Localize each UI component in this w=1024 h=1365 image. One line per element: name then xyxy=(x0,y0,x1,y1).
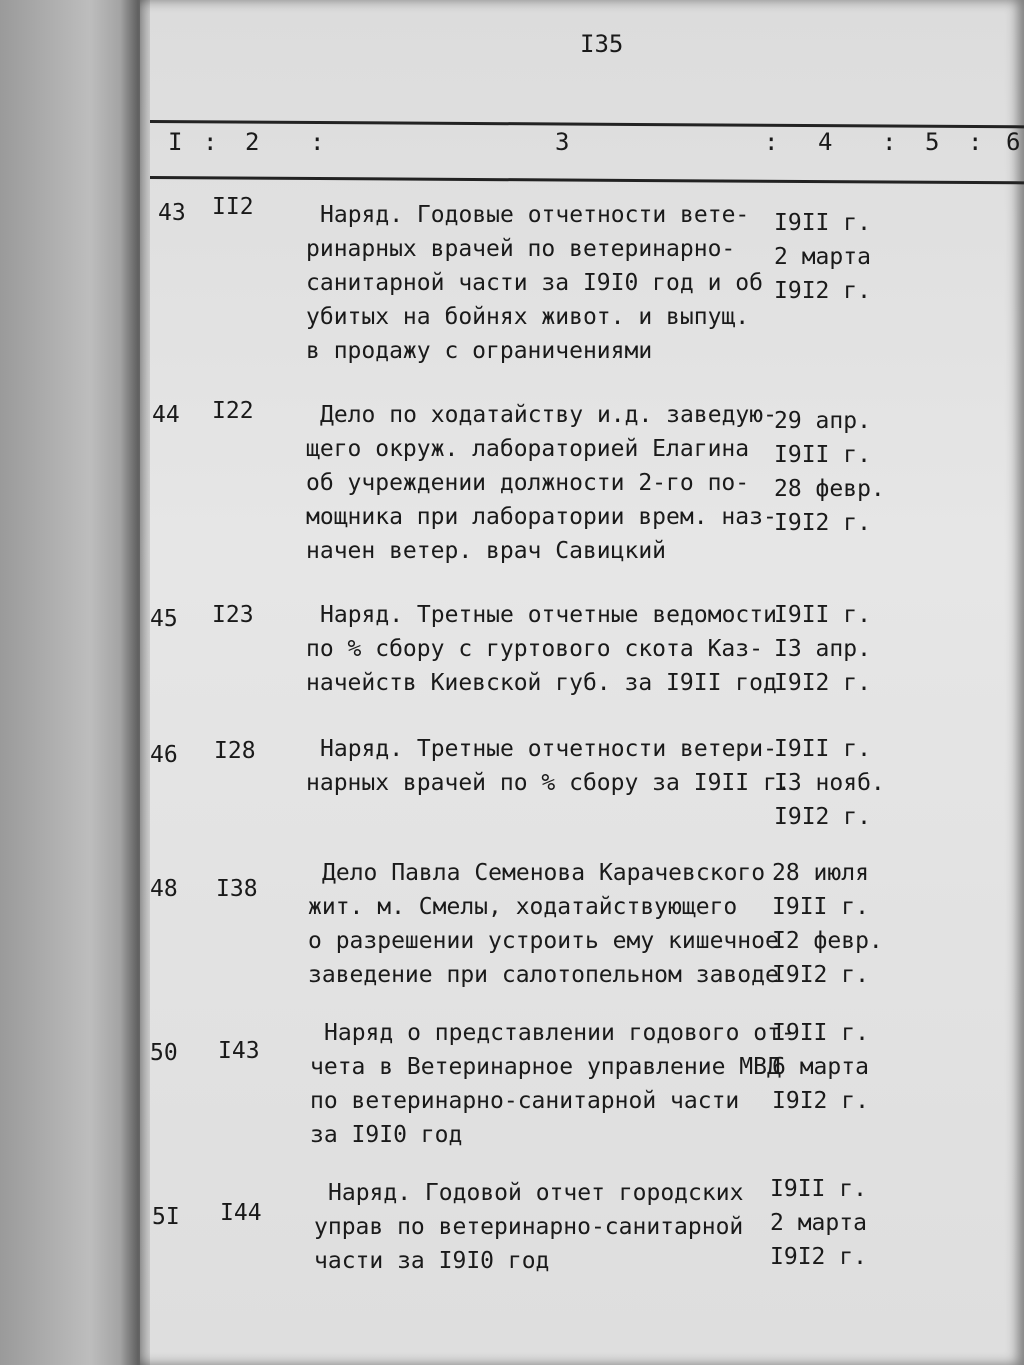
row-text-line: части за I9I0 год xyxy=(314,1248,550,1274)
row-text-line: жит. м. Смелы, ходатайствующего xyxy=(308,894,738,920)
header-col-5: 5 xyxy=(925,128,940,156)
row-number: 44 xyxy=(152,402,180,428)
row-text-line: об учреждении должности 2-го по- xyxy=(306,470,750,496)
row-text-line: управ по ветеринарно-санитарной xyxy=(314,1214,744,1240)
row-text-line: щего окруж. лабораторией Елагина xyxy=(306,436,750,462)
row-text-line: нарных врачей по % сбору за I9II г. xyxy=(306,770,791,796)
row-text-line: Наряд. Годовые отчетности вете- xyxy=(320,202,750,228)
book-spine-shadow xyxy=(120,0,150,1365)
row-file-id: I43 xyxy=(218,1038,260,1064)
row-text-line: по % сбору с гуртового скота Каз- xyxy=(306,636,763,662)
row-date-line: I3 апр. xyxy=(774,636,871,662)
row-text-line: Наряд. Третные отчетности ветери- xyxy=(320,736,777,762)
row-number: 43 xyxy=(158,200,186,226)
row-date-line: I9I2 г. xyxy=(774,278,871,304)
row-text-line: заведение при салотопельном заводе xyxy=(308,962,779,988)
row-date-line: I9I2 г. xyxy=(774,510,871,536)
row-date-line: I9II г. xyxy=(774,736,871,762)
row-file-id: II2 xyxy=(212,194,254,220)
row-file-id: I38 xyxy=(216,876,258,902)
header-col-2: 2 xyxy=(245,128,260,156)
row-date-line: I3 нояб. xyxy=(774,770,885,796)
row-text-line: Наряд. Годовой отчет городских xyxy=(328,1180,744,1206)
row-date-line: 28 июля xyxy=(772,860,869,886)
header-separator: : xyxy=(882,128,897,156)
row-date-line: I2 февр. xyxy=(772,928,883,954)
row-date-line: I9I2 г. xyxy=(774,670,871,696)
header-col-1: I xyxy=(168,128,183,156)
row-text-line: чета в Ветеринарное управление МВД xyxy=(310,1054,781,1080)
row-number: 45 xyxy=(150,606,178,632)
row-text-line: санитарной части за I9I0 год и об xyxy=(306,270,763,296)
row-file-id: I22 xyxy=(212,398,254,424)
row-date-line: I9II г. xyxy=(774,210,871,236)
row-date-line: I9II г. xyxy=(772,894,869,920)
header-separator: : xyxy=(764,128,779,156)
header-separator: : xyxy=(310,128,325,156)
row-date-line: I9I2 г. xyxy=(770,1244,867,1270)
header-col-3: 3 xyxy=(555,128,570,156)
row-text-line: начейств Киевской губ. за I9II год xyxy=(306,670,777,696)
row-date-line: I9I2 г. xyxy=(772,962,869,988)
row-date-line: I9II г. xyxy=(774,602,871,628)
row-date-line: I9II г. xyxy=(772,1020,869,1046)
header-col-4: 4 xyxy=(818,128,833,156)
row-file-id: I23 xyxy=(212,602,254,628)
row-number: 5I xyxy=(152,1204,180,1230)
row-text-line: мощника при лаборатории врем. наз- xyxy=(306,504,777,530)
row-date-line: 2 марта xyxy=(770,1210,867,1236)
row-date-line: 6 марта xyxy=(772,1054,869,1080)
row-date-line: I9I2 г. xyxy=(774,804,871,830)
row-date-line: 28 февр. xyxy=(774,476,885,502)
row-number: 46 xyxy=(150,742,178,768)
row-text-line: по ветеринарно-санитарной части xyxy=(310,1088,740,1114)
row-date-line: I9II г. xyxy=(770,1176,867,1202)
header-col-6: 6 xyxy=(1006,128,1021,156)
row-text-line: начен ветер. врач Савицкий xyxy=(306,538,667,564)
page-number: I35 xyxy=(580,30,624,58)
header-separator: : xyxy=(203,128,218,156)
header-separator: : xyxy=(968,128,983,156)
row-text-line: за I9I0 год xyxy=(310,1122,463,1148)
row-date-line: 2 марта xyxy=(774,244,871,270)
row-number: 48 xyxy=(150,876,178,902)
row-number: 50 xyxy=(150,1040,178,1066)
row-date-line: I9II г. xyxy=(774,442,871,468)
row-date-line: 29 апр. xyxy=(774,408,871,434)
row-text-line: убитых на бойнях живот. и выпущ. xyxy=(306,304,750,330)
row-text-line: Наряд. Третные отчетные ведомости xyxy=(320,602,777,628)
row-file-id: I28 xyxy=(214,738,256,764)
row-text-line: о разрешении устроить ему кишечное xyxy=(308,928,779,954)
row-text-line: Дело по ходатайству и.д. заведую- xyxy=(320,402,777,428)
row-text-line: Дело Павла Семенова Карачевского xyxy=(322,860,766,886)
row-text-line: Наряд о представлении годового от- xyxy=(324,1020,795,1046)
row-text-line: ринарных врачей по ветеринарно- xyxy=(306,236,736,262)
row-date-line: I9I2 г. xyxy=(772,1088,869,1114)
row-text-line: в продажу с ограничениями xyxy=(306,338,653,364)
row-file-id: I44 xyxy=(220,1200,262,1226)
